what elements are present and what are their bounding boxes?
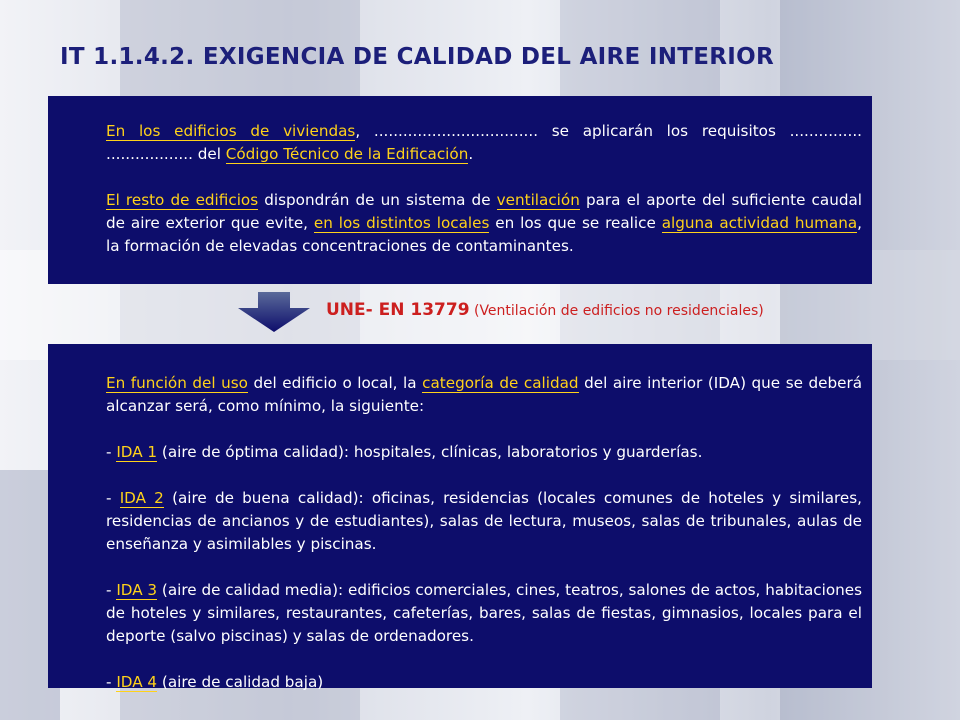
ida-item-4: - IDA 4 (aire de calidad baja) <box>106 673 324 691</box>
highlight-text: en los distintos locales <box>313 214 490 232</box>
highlight-text: alguna actividad humana <box>661 214 858 232</box>
ida-item-2: - IDA 2 (aire de buena calidad): oficinas, residencias (locales comunes de hoteles y similares, residencias de ancianos y de estudiantes), salas de lectura, museos, salas de tribunales, aulas de enseñanza y asimilables y piscinas. <box>106 489 862 553</box>
highlight-text: El resto de edificios <box>106 191 259 209</box>
une-code: UNE- EN 13779 <box>326 300 470 320</box>
ida-categories-box <box>48 344 872 691</box>
down-arrow-icon <box>238 292 310 332</box>
paragraph-viviendas: En los edificios de viviendas, .................................. se aplicarán los requisitos ............... .................. del Código Técnico de la Edificación. <box>106 122 862 163</box>
paragraph-resto-edificios: El resto de edificios dispondrán de un sistema de ventilación para el aporte del suficiente caudal de aire exterior que evite, en los distintos locales en los que se realice alguna actividad humana, la formación de elevadas concentraciones de contaminantes. <box>106 191 862 255</box>
une-note: (Ventilación de edificios no residenciales) <box>469 303 764 319</box>
ida-code: IDA 1 <box>116 443 158 461</box>
une-standard-label <box>326 300 764 320</box>
ida-code: IDA 2 <box>119 489 164 507</box>
highlight-text: En los edificios de viviendas <box>106 122 356 140</box>
highlight-text: ventilación <box>496 191 580 209</box>
slide-title: IT 1.1.4.2. EXIGENCIA DE CALIDAD DEL AIRE INTERIOR <box>60 44 774 70</box>
ida-item-1: - IDA 1 (aire de óptima calidad): hospitales, clínicas, laboratorios y guarderías. <box>106 443 703 461</box>
residential-requirements-box <box>48 96 872 284</box>
highlight-text: En función del uso <box>106 374 248 392</box>
ida-code: IDA 3 <box>116 581 158 599</box>
ida-intro: En función del uso del edificio o local, la categoría de calidad del aire interior (IDA) que se deberá alcanzar será, como mínimo, la siguiente: <box>106 374 863 415</box>
highlight-text: categoría de calidad <box>422 374 579 392</box>
ida-item-3: - IDA 3 (aire de calidad media): edificios comerciales, cines, teatros, salones de actos, habitaciones de hoteles y similares, restaurantes, cafeterías, bares, salas de fiestas, gimnasios, locales para el deporte (salvo piscinas) y salas de ordenadores. <box>106 581 862 645</box>
highlight-text: Código Técnico de la Edificación <box>225 145 469 163</box>
ida-code: IDA 4 <box>116 673 158 691</box>
